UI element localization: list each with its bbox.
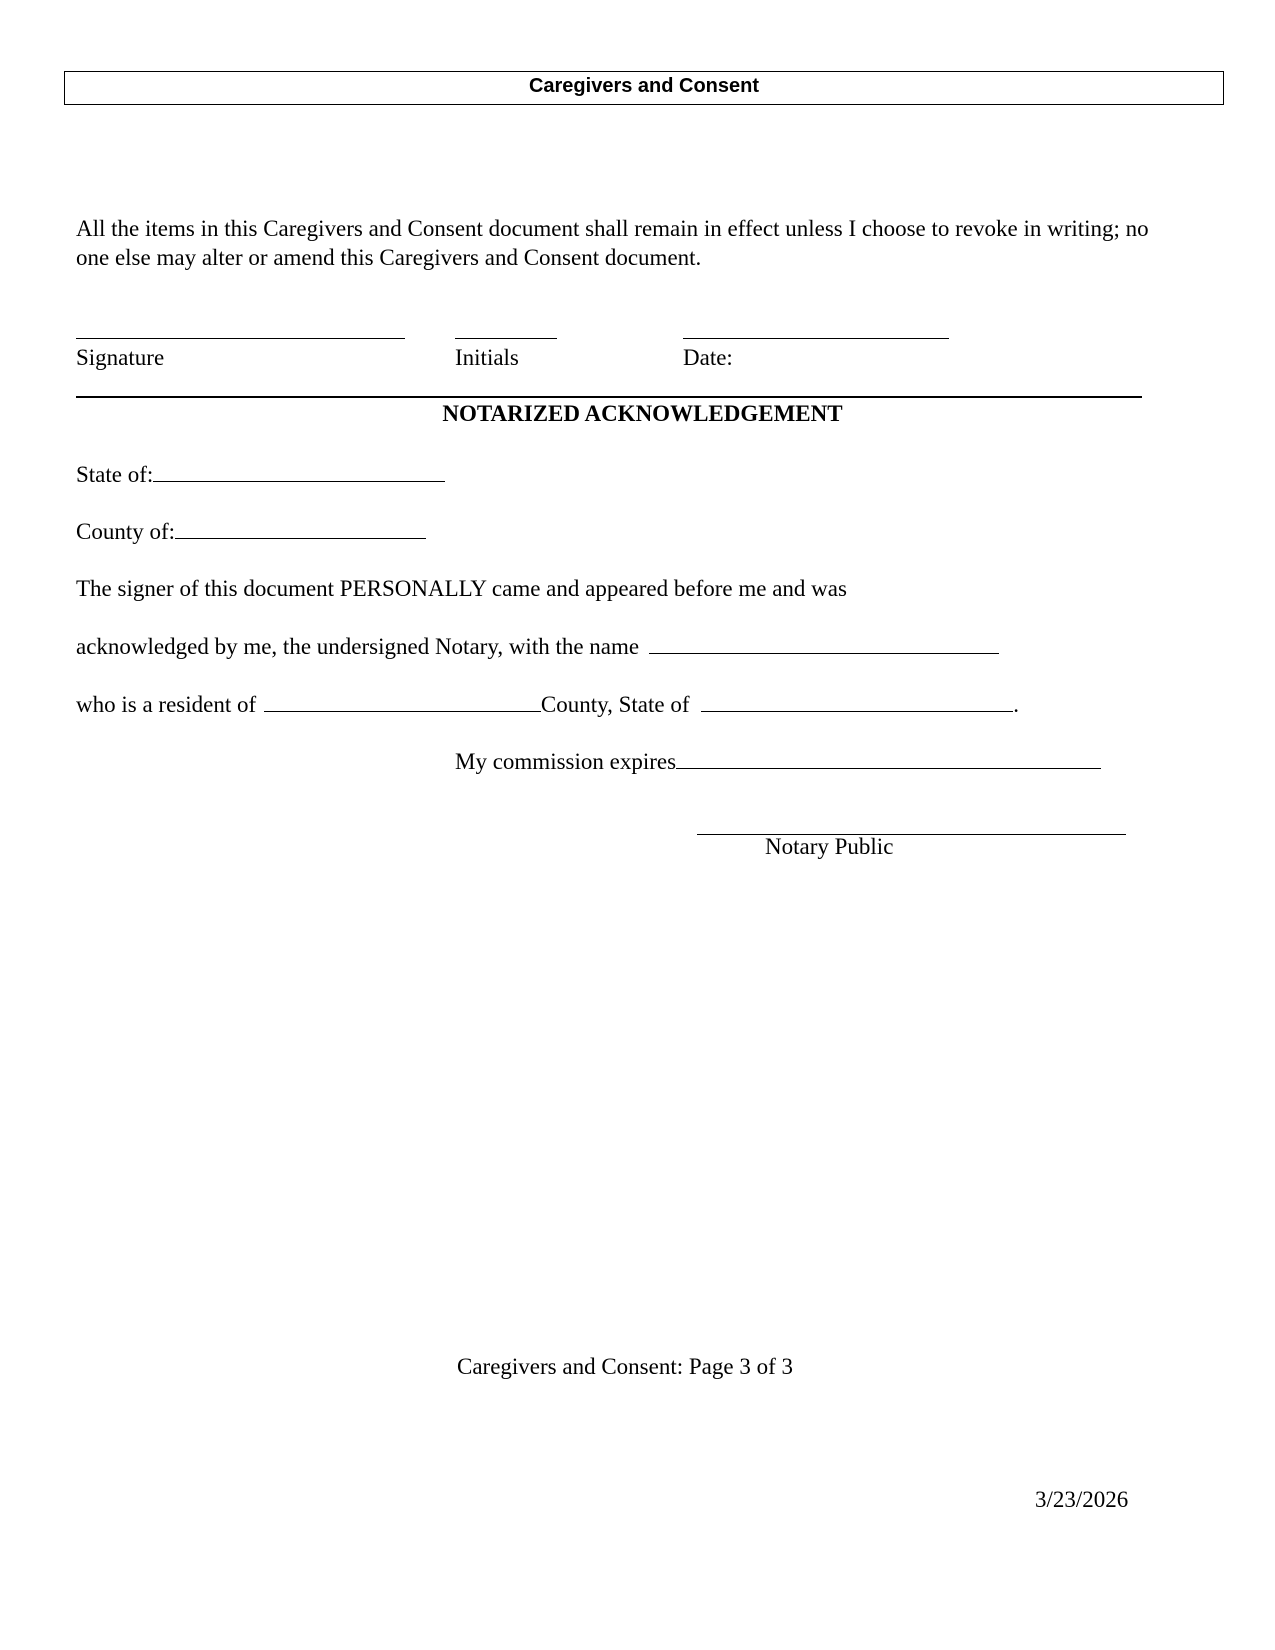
revocation-paragraph: All the items in this Caregivers and Consent document shall remain in effect unless I choose to revoke in writing; no one else may alter or amend this Caregivers and Consent document. (76, 216, 1149, 270)
acknowledgement-name-text: acknowledged by me, the undersigned Notary, with the name (76, 634, 640, 659)
initials-label: Initials (455, 345, 519, 370)
signature-field[interactable] (76, 338, 405, 339)
notary-heading: NOTARIZED ACKNOWLEDGEMENT (442, 401, 843, 426)
initials-field[interactable] (455, 338, 557, 339)
acknowledgement-line-3 (76, 691, 1019, 718)
acknowledgement-line-1: The signer of this document PERSONALLY came and appeared before me and was (76, 576, 847, 601)
state-label: State of: (76, 462, 154, 487)
resident-state-field[interactable] (701, 691, 1013, 712)
resident-county-field[interactable] (264, 691, 541, 712)
line-end-period: . (1013, 692, 1020, 717)
document-header (64, 71, 1224, 105)
document-title: Caregivers and Consent (528, 75, 760, 97)
commission-expiry-field[interactable] (676, 748, 1101, 769)
county-state-text: County, State of (540, 692, 690, 717)
resident-of-text: who is a resident of (76, 692, 257, 717)
footer-date: 3/23/2026 (1035, 1487, 1129, 1512)
signature-label: Signature (76, 345, 165, 370)
state-field[interactable] (153, 461, 445, 482)
notary-signature-field[interactable] (697, 834, 1126, 835)
state-row (76, 461, 445, 488)
section-divider (76, 396, 1142, 398)
page-footer: Caregivers and Consent: Page 3 of 3 (457, 1354, 793, 1379)
commission-row (455, 748, 1101, 775)
signer-name-field[interactable] (649, 633, 999, 654)
county-row (76, 518, 426, 545)
acknowledgement-line-2 (76, 633, 999, 660)
notary-public-label: Notary Public (765, 834, 894, 859)
commission-label: My commission expires (455, 749, 677, 774)
county-field[interactable] (175, 518, 426, 539)
county-label: County of: (76, 519, 176, 544)
date-label: Date: (683, 345, 733, 370)
date-field[interactable] (683, 338, 949, 339)
